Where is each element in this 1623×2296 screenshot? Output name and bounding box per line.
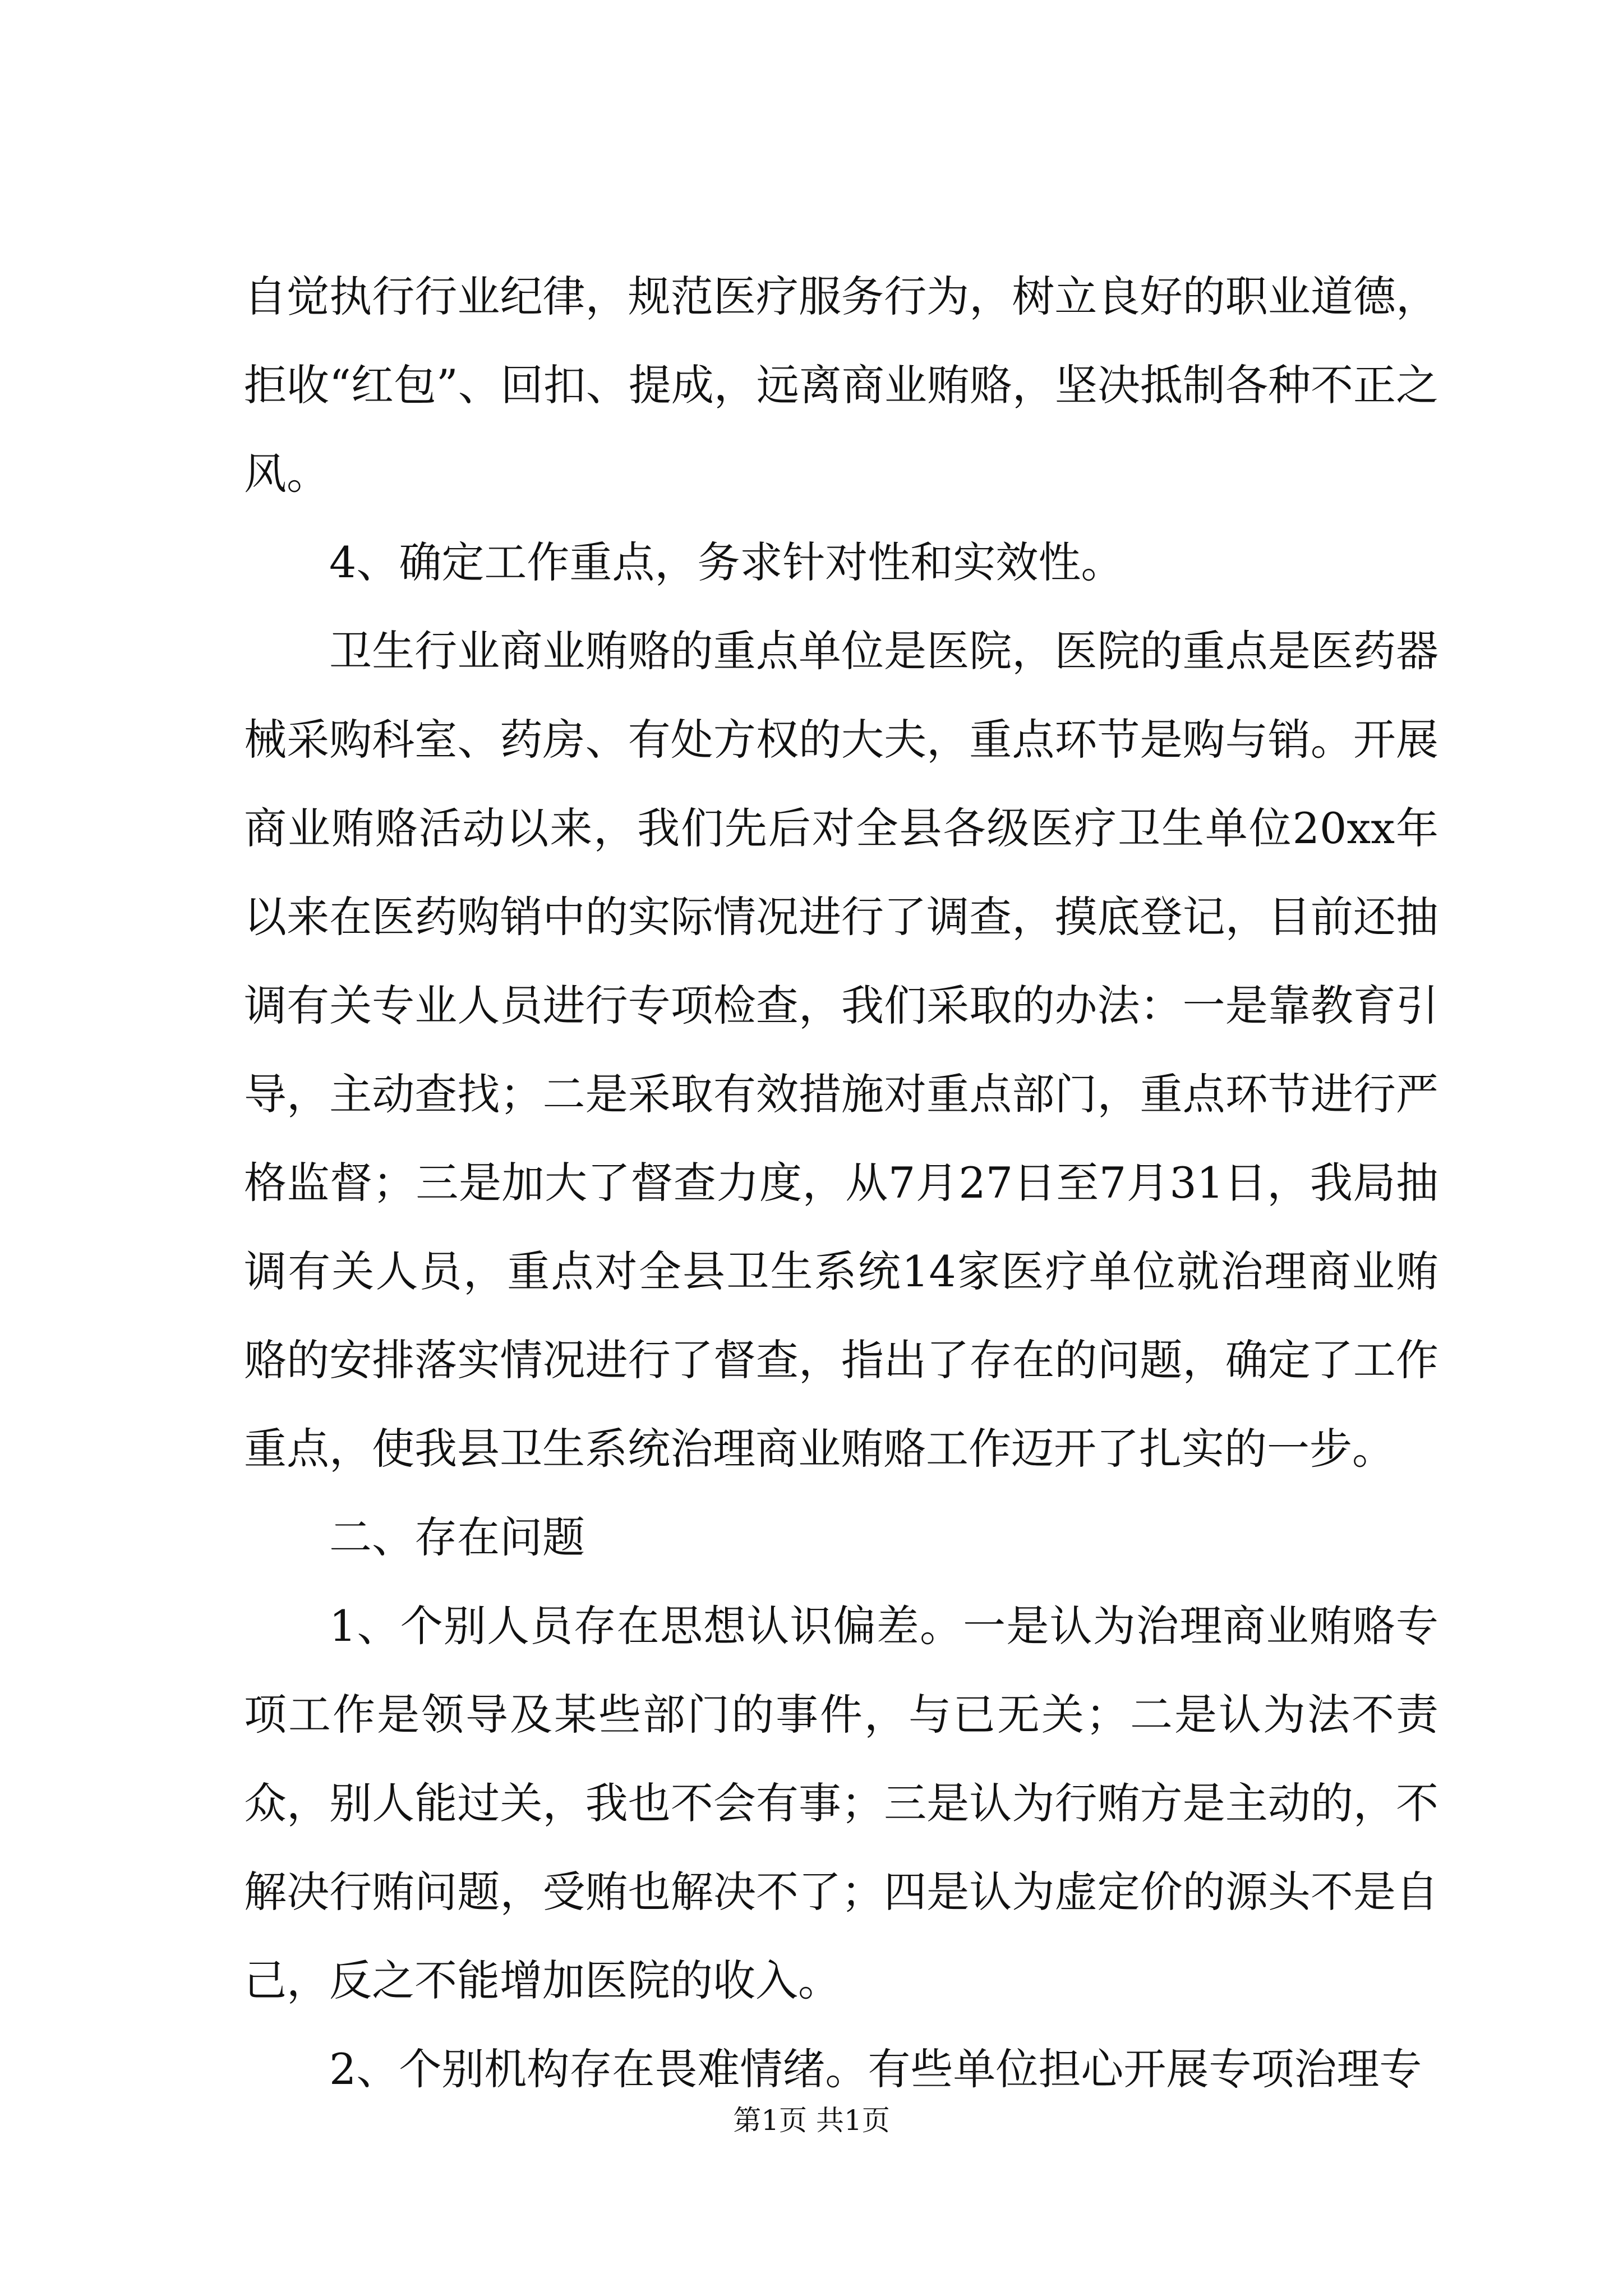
paragraph-5: 2、个别机构存在畏难情绪。有些单位担心开展专项治理专 [329, 2044, 1422, 2094]
paragraph-1: 自觉执行行业纪律，规范医疗服务行为，树立良好的职业道德，拒收“红包”、回扣、提成，远离商业贿赂，坚决抵制各种不正之风。 [244, 272, 1438, 499]
section-heading: 二、存在问题 [329, 1512, 585, 1562]
paragraph-2: 4、确定工作重点，务求针对性和实效性。 [329, 537, 1124, 587]
page-footer: 第1页 共1页 [733, 2104, 890, 2137]
paragraph-4: 1、个别人员存在思想认识偏差。一是认为治理商业贿赂专项工作是领导及某些部门的事件，与已无关；二是认为法不责众，别人能过关，我也不会有事；三是认为行贿方是主动的，不解决行贿问题，受贿也解决不了；四是认为虚定价的源头不是自己，反之不能增加医院的收入。 [244, 1601, 1438, 2005]
paragraph-3: 卫生行业商业贿赂的重点单位是医院，医院的重点是医药器械采购科室、药房、有处方权的大夫，重点环节是购与销。开展商业贿赂活动以来，我们先后对全县各级医疗卫生单位20xx年以来在医药购销中的实际情况进行了调查，摸底登记，目前还抽调有关专业人员进行专项检查，我们采取的办法：一是靠教育引导，主动查找；二是采取有效措施对重点部门，重点环节进行严格监督；三是加大了督查力度，从7月27日至7月31日，我局抽调有关人员，重点对全县卫生系统14家医疗单位就治理商业贿赂的安排落实情况进行了督查，指出了存在的问题，确定了工作重点，使我县卫生系统治理商业贿赂工作迈开了扎实的一步。 [244, 626, 1438, 1474]
document-body [244, 252, 1438, 2114]
